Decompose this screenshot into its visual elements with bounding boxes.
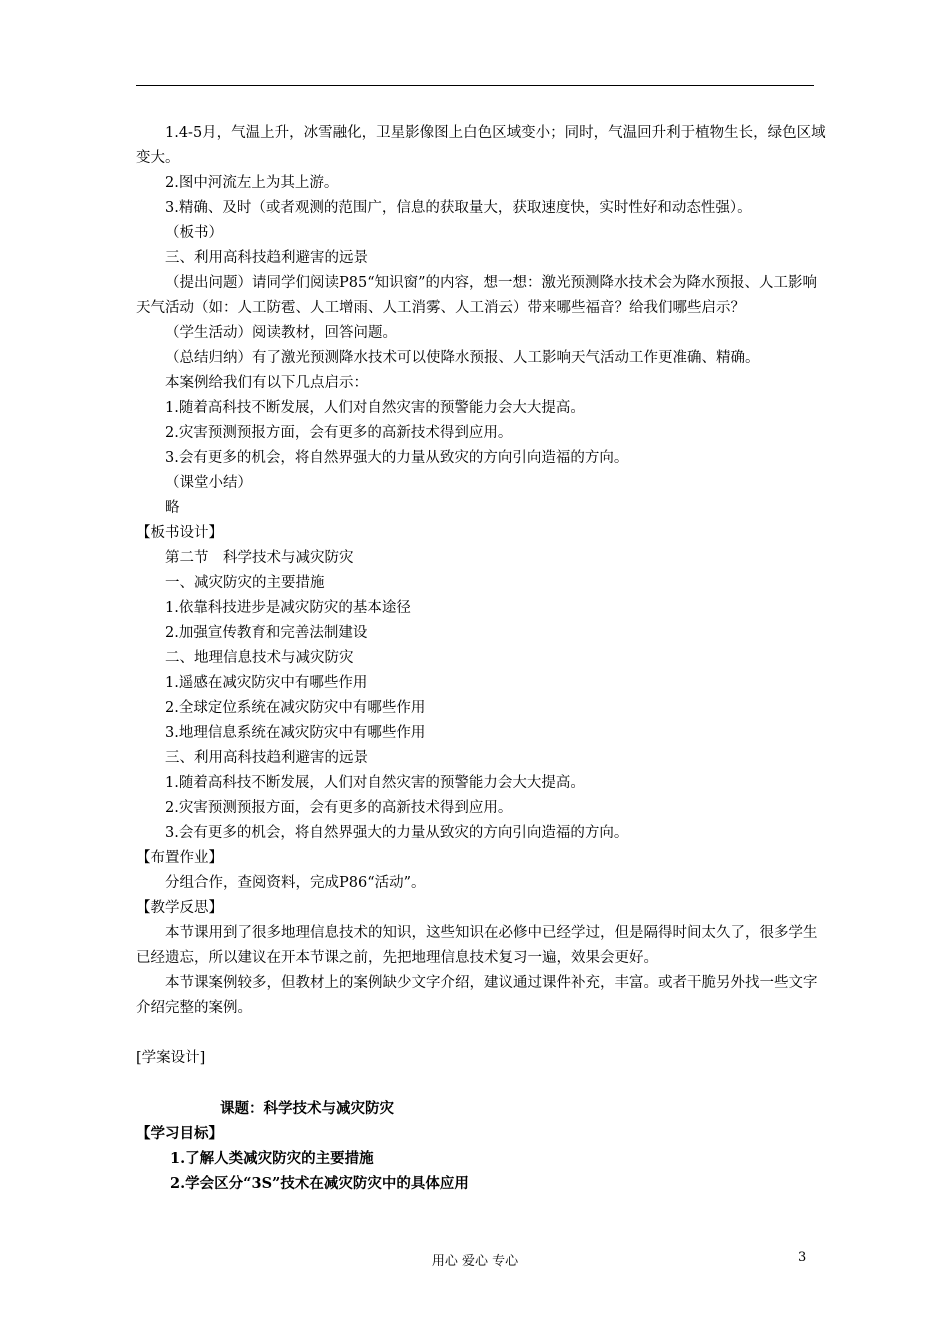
spacer bbox=[136, 1021, 826, 1046]
list-item: 3.会有更多的机会，将自然界强大的力量从致灾的方向引向造福的方向。 bbox=[165, 450, 629, 466]
paragraph: 1.4-5月，气温上升，冰雪融化，卫星影像图上白色区域变小；同时，气温回升利于植物生长，绿色区域变大。 bbox=[136, 125, 826, 166]
header-rule bbox=[136, 85, 814, 86]
paragraph: （课堂小结） bbox=[165, 475, 252, 491]
paragraph: 分组合作，查阅资料，完成P86“活动”。 bbox=[165, 875, 426, 891]
spacer bbox=[136, 1071, 826, 1096]
section-heading: [学案设计] bbox=[136, 1050, 206, 1066]
section-heading: 【学习目标】 bbox=[136, 1125, 223, 1142]
paragraph: 本案例给我们有以下几点启示： bbox=[165, 375, 368, 391]
paragraph: （总结归纳）有了激光预测降水技术可以使降水预报、人工影响天气活动工作更准确、精确。 bbox=[165, 350, 760, 366]
section-heading: 【教学反思】 bbox=[136, 900, 223, 916]
section-heading: 三、利用高科技趋利避害的远景 bbox=[165, 250, 368, 266]
objective-item: 2.学会区分“3S”技术在减灾防灾中的具体应用 bbox=[170, 1175, 469, 1192]
list-item: 1.依靠科技进步是减灾防灾的基本途径 bbox=[165, 600, 411, 616]
list-item: 2.灾害预测预报方面，会有更多的高新技术得到应用。 bbox=[165, 800, 513, 816]
page-number: 3 bbox=[798, 1250, 807, 1265]
list-item: 1.随着高科技不断发展，人们对自然灾害的预警能力会大大提高。 bbox=[165, 400, 585, 416]
paragraph: 略 bbox=[165, 500, 180, 516]
list-item: 2.加强宣传教育和完善法制建设 bbox=[165, 625, 368, 641]
list-item: 1.遥感在减灾防灾中有哪些作用 bbox=[165, 675, 368, 691]
section-heading: 三、利用高科技趋利避害的远景 bbox=[165, 750, 368, 766]
paragraph: 本节课案例较多，但教材上的案例缺少文字介绍，建议通过课件补充，丰富。或者干脆另外找一些文字介绍完整的案例。 bbox=[136, 975, 818, 1016]
section-heading: 【板书设计】 bbox=[136, 525, 223, 541]
list-item: 1.随着高科技不断发展，人们对自然灾害的预警能力会大大提高。 bbox=[165, 775, 585, 791]
section-heading: 一、减灾防灾的主要措施 bbox=[165, 575, 325, 591]
footer-text: 用心 爱心 专心 bbox=[431, 1254, 519, 1269]
list-item: 3.地理信息系统在减灾防灾中有哪些作用 bbox=[165, 725, 426, 741]
document-body bbox=[136, 121, 826, 1196]
paragraph: 3.精确、及时（或者观测的范围广，信息的获取量大，获取速度快，实时性好和动态性强）。 bbox=[165, 200, 752, 216]
objective-item: 1.了解人类减灾防灾的主要措施 bbox=[170, 1150, 374, 1167]
list-item: 2.灾害预测预报方面，会有更多的高新技术得到应用。 bbox=[165, 425, 513, 441]
paragraph: （板书） bbox=[165, 225, 223, 241]
board-title: 第二节 科学技术与减灾防灾 bbox=[165, 550, 354, 566]
list-item: 3.会有更多的机会，将自然界强大的力量从致灾的方向引向造福的方向。 bbox=[165, 825, 629, 841]
paragraph: （提出问题）请同学们阅读P85“知识窗”的内容，想一想：激光预测降水技术会为降水预报、人工影响天气活动（如：人工防雹、人工增雨、人工消雾、人工消云）带来哪些福音？给我们哪些启示？ bbox=[136, 275, 818, 316]
paragraph: （学生活动）阅读教材，回答问题。 bbox=[165, 325, 397, 341]
paragraph: 2.图中河流左上为其上游。 bbox=[165, 175, 339, 191]
paragraph: 本节课用到了很多地理信息技术的知识，这些知识在必修中已经学过，但是隔得时间太久了，很多学生已经遗忘，所以建议在开本节课之前，先把地理信息技术复习一遍，效果会更好。 bbox=[136, 925, 818, 966]
section-heading: 【布置作业】 bbox=[136, 850, 223, 866]
lesson-title: 课题：科学技术与减灾防灾 bbox=[220, 1100, 394, 1117]
list-item: 2.全球定位系统在减灾防灾中有哪些作用 bbox=[165, 700, 426, 716]
section-heading: 二、地理信息技术与减灾防灾 bbox=[165, 650, 354, 666]
